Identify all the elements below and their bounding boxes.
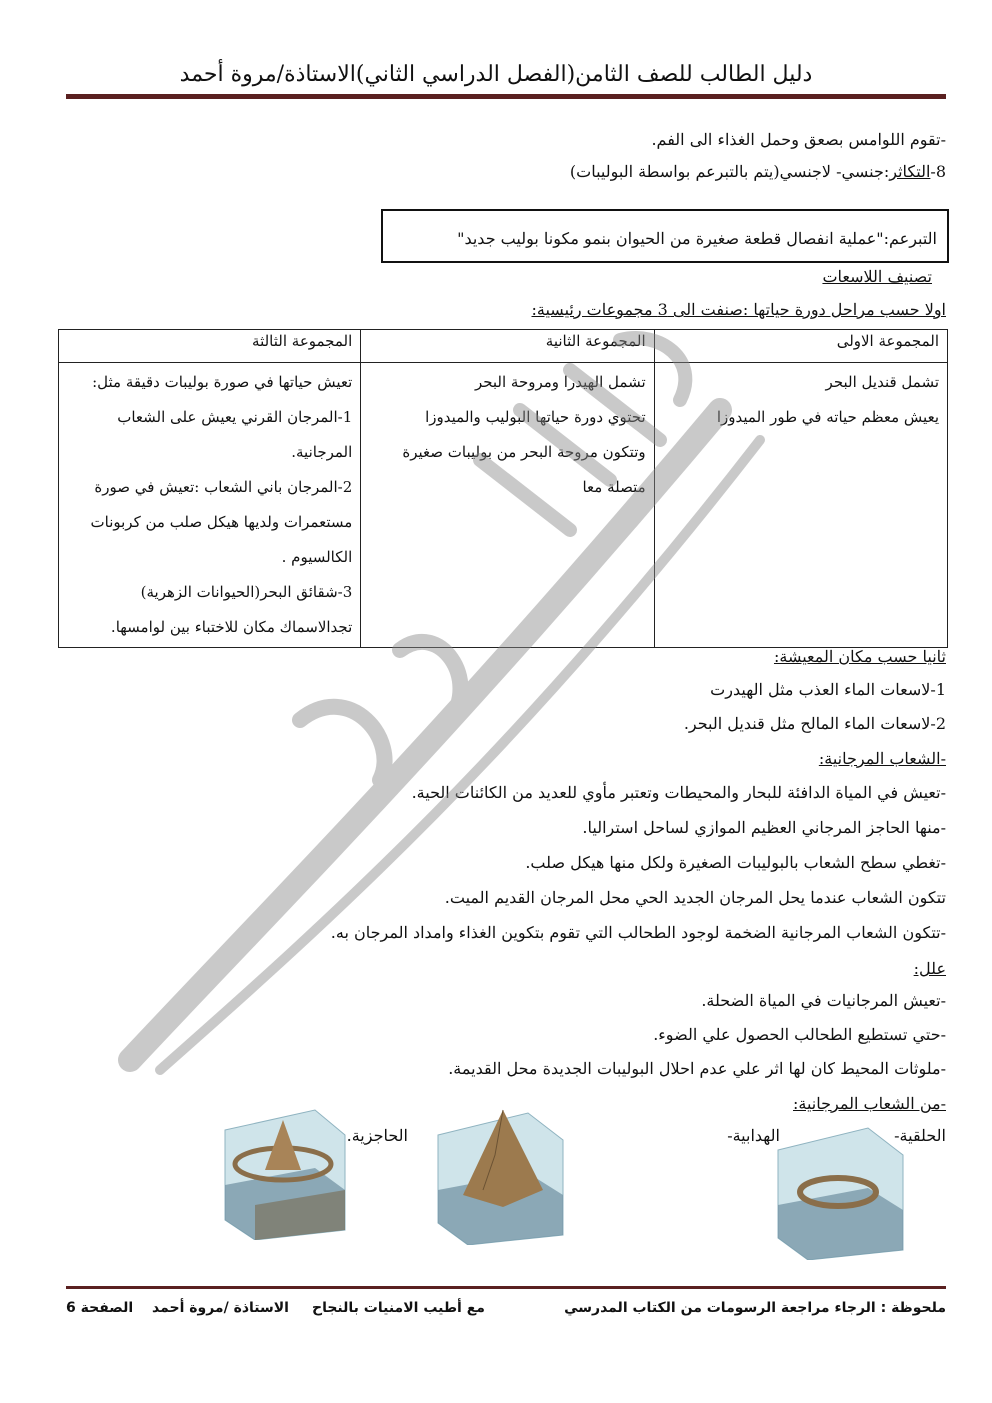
- table-header-2: المجموعة الثانية: [361, 330, 654, 363]
- cell-line: تعيش حياتها في صورة بوليبات دقيقة مثل:: [92, 373, 353, 391]
- line2-term: التكاثر: [889, 162, 931, 181]
- footer-teacher: الاستاذة /مروة أحمد: [152, 1300, 289, 1316]
- habitat-title: ثانيا حسب مكان المعيشة:: [773, 647, 946, 666]
- fringing-reef-illustration: [423, 1095, 573, 1245]
- coral-item: تتكون الشعاب عندما يحل المرجان الجديد الحي محل المرجان القديم الميت.: [444, 888, 946, 907]
- cell-line: وتتكون مروحة البحر من بوليبات صغيرة: [402, 443, 646, 461]
- barrier-reef-illustration: [205, 1090, 355, 1240]
- cell-line: متصلة معا: [582, 478, 646, 496]
- first-basis-title: اولا حسب مراحل دورة حياتها :صنفت الى 3 مجموعات رئيسية:: [531, 300, 946, 319]
- cell-line: 3-شقائق البحر(الحيوانات الزهرية): [140, 583, 353, 601]
- explain-item: -حتي تستطيع الطحالب الحصول علي الضوء.: [653, 1025, 946, 1044]
- label-barrier: الحاجزية.: [346, 1126, 408, 1145]
- body-line-2: [60, 160, 946, 184]
- cell-line: مستعمرات ولديها هيكل صلب من كربونات: [90, 513, 353, 531]
- line2-rest: :جنسي- لاجنسي(يتم بالتبرعم بواسطة البوليبات): [569, 162, 890, 181]
- table-header-3: المجموعة الثالثة: [59, 330, 361, 363]
- atoll-reef-illustration: [763, 1110, 913, 1260]
- explain-item: -تعيش المرجانيات في المياة الضحلة.: [701, 991, 946, 1010]
- footer-wish: مع أطيب الامنيات بالنجاح: [312, 1300, 485, 1316]
- cell-line: 1-المرجان القرني يعيش على الشعاب: [117, 408, 353, 426]
- cell-line: يعيش معظم حياته في طور الميدوزا: [716, 408, 939, 426]
- table-cell-group2: [361, 363, 654, 648]
- footer-rule: [66, 1286, 946, 1289]
- explain-item: -ملوثات المحيط كان لها اثر علي عدم احلال البوليبات الجديدة محل القديمة.: [448, 1059, 946, 1078]
- line2-prefix: 8-: [930, 162, 946, 181]
- classification-title: تصنيف اللاسعات: [822, 267, 932, 286]
- cell-line: تشمل قنديل البحر: [825, 373, 939, 391]
- page-header-title: دليل الطالب للصف الثامن(الفصل الدراسي الثاني)الاستاذة/مروة أحمد: [179, 62, 813, 87]
- label-atoll: الهدابية-: [727, 1126, 780, 1145]
- footer-note: ملحوظة : الرجاء مراجعة الرسومات من الكتاب المدرسي: [564, 1300, 946, 1316]
- coral-title: -الشعاب المرجانية:: [818, 749, 946, 768]
- explain-title: علل:: [913, 959, 946, 978]
- cell-line: تجدالاسماك مكان للاختباء بين لوامسها.: [110, 618, 353, 636]
- habitat-item: 2-لاسعات الماء المالح مثل قنديل البحر.: [683, 714, 946, 733]
- classification-table: [58, 329, 948, 648]
- cell-line: تحتوي دورة حياتها البوليب والميدوزا: [425, 408, 646, 426]
- coral-item: -تغطي سطح الشعاب بالبوليبات الصغيرة ولكل منها هيكل صلب.: [525, 853, 946, 872]
- table-cell-group3: [59, 363, 361, 648]
- header-rule: [66, 94, 946, 99]
- body-line-1: -تقوم اللوامس بصعق وحمل الغذاء الى الفم.: [651, 130, 946, 149]
- coral-item: -تعيش في المياة الدافئة للبحار والمحيطات وتعتبر مأوي للعديد من الكائنات الحية.: [411, 783, 946, 802]
- habitat-item: 1-لاسعات الماء العذب مثل الهيدرت: [710, 680, 946, 699]
- coral-item: -منها الحاجز المرجاني العظيم الموازي لساحل استراليا.: [582, 818, 946, 837]
- label-fringing: الحلقية-: [894, 1126, 946, 1145]
- table-cell-group1: [654, 363, 947, 648]
- footer-page-number: الصفحة 6: [66, 1300, 134, 1316]
- cell-line: المرجانية.: [291, 443, 353, 461]
- types-title: -من الشعاب المرجانية:: [793, 1094, 946, 1113]
- cell-line: تشمل الهيدرا ومروحة البحر: [474, 373, 646, 391]
- definition-box: التبرعم:"عملية انفصال قطعة صغيرة من الحيوان بنمو مكونا بوليب جديد": [381, 209, 949, 263]
- cell-line: 2-المرجان باني الشعاب :تعيش في صورة: [94, 478, 353, 496]
- table-header-1: المجموعة الاولى: [654, 330, 947, 363]
- coral-item: -تتكون الشعاب المرجانية الضخمة لوجود الطحالب التي تقوم بتكوين الغذاء وامداد المرجان به.: [330, 923, 946, 942]
- cell-line: الكالسيوم .: [281, 548, 353, 566]
